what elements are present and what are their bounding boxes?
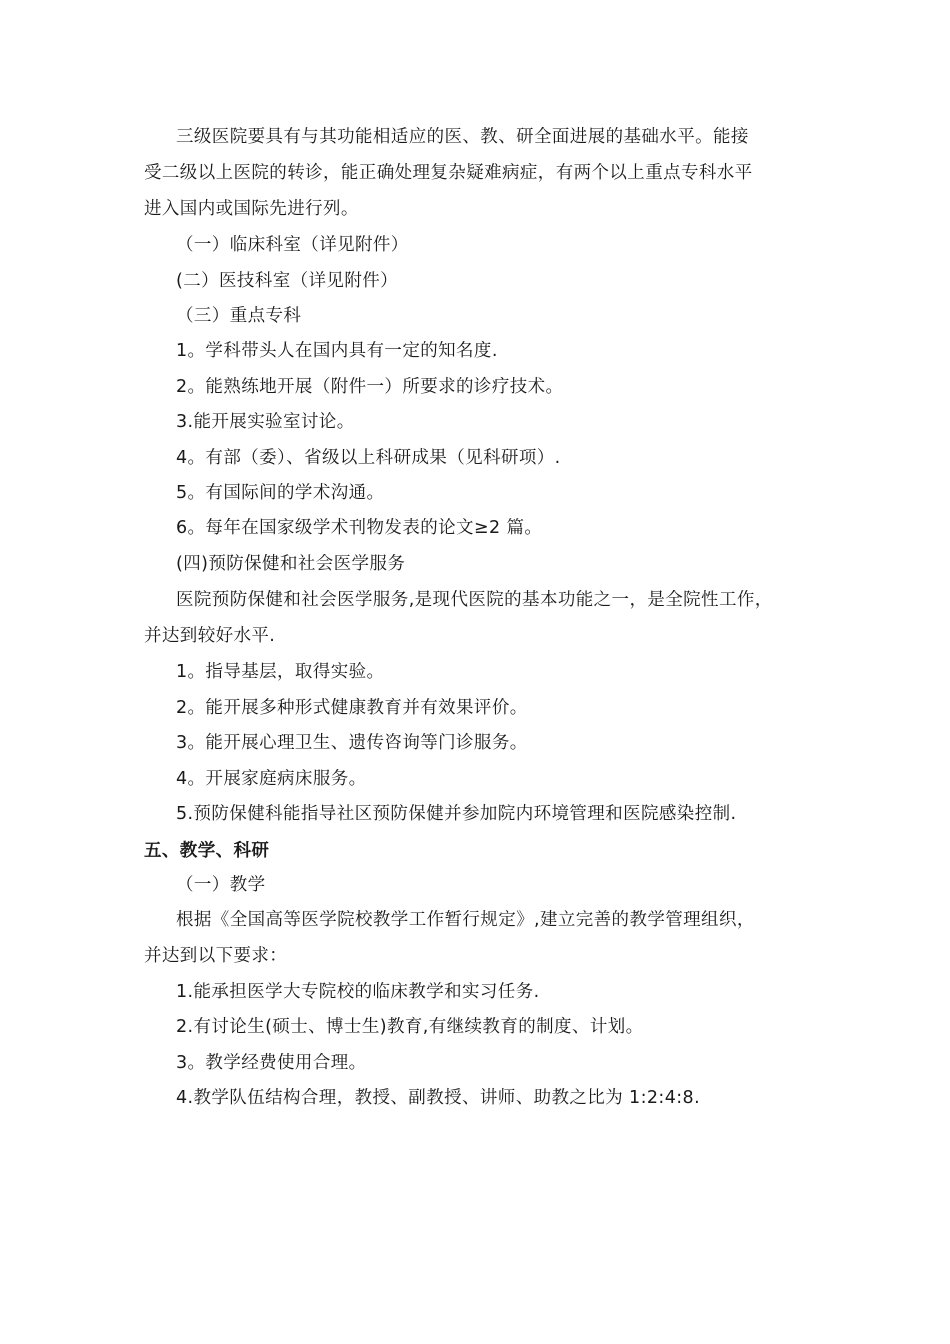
prevention-item: 1。指导基层，取得实验。 — [176, 662, 385, 682]
subsection-medtech: (二）医技科室（详见附件） — [176, 271, 399, 291]
subsection-prevention: (四)预防保健和社会医学服务 — [176, 554, 406, 574]
subsection-key-specialty: （三）重点专科 — [176, 306, 302, 326]
intro-line-2: 受二级以上医院的转诊，能正确处理复杂疑难病症，有两个以上重点专科水平 — [144, 163, 753, 183]
key-item: 2。能熟练地开展（附件一）所要求的诊疗技术。 — [176, 377, 564, 397]
teaching-item: 4.教学队伍结构合理，教授、副教授、讲师、助教之比为 1:2:4:8. — [176, 1088, 701, 1108]
subsection-clinical: （一）临床科室（详见附件） — [176, 235, 409, 255]
teaching-para-line-2: 并达到以下要求： — [144, 946, 288, 966]
teaching-item: 2.有讨论生(硕士、博士生)教育,有继续教育的制度、计划。 — [176, 1017, 644, 1037]
key-item: 4。有部（委）、省级以上科研成果（见科研项）. — [176, 448, 561, 468]
prevention-item: 5.预防保健科能指导社区预防保健并参加院内环境管理和医院感染控制. — [176, 804, 737, 824]
intro-line-3: 进入国内或国际先进行列。 — [144, 199, 359, 219]
teaching-item: 3。教学经费使用合理。 — [176, 1053, 367, 1073]
prevention-item: 2。能开展多种形式健康教育并有效果评价。 — [176, 698, 528, 718]
key-item: 1。学科带头人在国内具有一定的知名度. — [176, 341, 498, 361]
prevention-item: 3。能开展心理卫生、遗传咨询等门诊服务。 — [176, 733, 528, 753]
key-item: 5。有国际间的学术沟通。 — [176, 483, 385, 503]
subsection-teaching: （一）教学 — [176, 875, 266, 895]
section-5-title: 五、教学、科研 — [144, 841, 270, 861]
teaching-item: 1.能承担医学大专院校的临床教学和实习任务. — [176, 982, 540, 1002]
prevention-para-line-2: 并达到较好水平. — [144, 626, 276, 646]
intro-line-1: 三级医院要具有与其功能相适应的医、教、研全面进展的基础水平。能接 — [176, 127, 749, 147]
prevention-item: 4。开展家庭病床服务。 — [176, 769, 367, 789]
key-item: 3.能开展实验室讨论。 — [176, 412, 355, 432]
teaching-para-line-1: 根据《全国高等医学院校教学工作暂行规定》,建立完善的教学管理组织， — [176, 910, 755, 930]
key-item: 6。每年在国家级学术刊物发表的论文≥2 篇。 — [176, 518, 543, 538]
prevention-para-line-1: 医院预防保健和社会医学服务,是现代医院的基本功能之一，是全院性工作， — [176, 590, 773, 610]
